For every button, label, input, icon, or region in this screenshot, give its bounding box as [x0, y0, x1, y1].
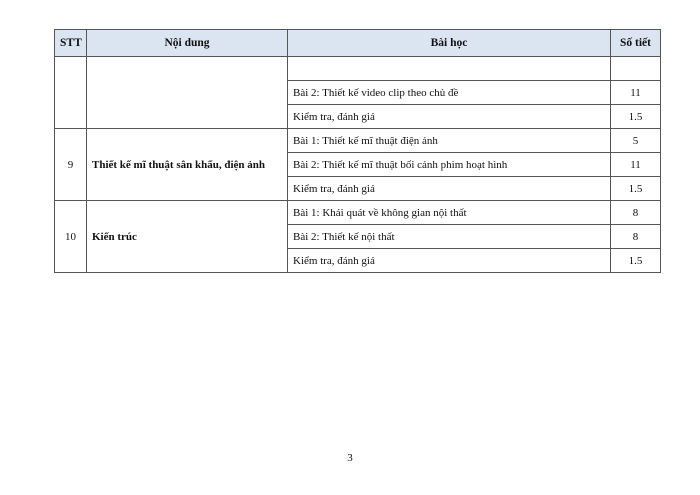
lesson-cell: Kiểm tra, đánh giá — [288, 105, 611, 129]
topic-cell-empty — [87, 57, 288, 129]
lesson-cell: Bài 2: Thiết kế nội thất — [288, 225, 611, 249]
lesson-cell: Bài 2: Thiết kế video clip theo chủ đề — [288, 81, 611, 105]
lesson-cell: Bài 2: Thiết kế mĩ thuật bối cảnh phim hoạt hình — [288, 153, 611, 177]
header-bai-hoc: Bài học — [288, 30, 611, 57]
table-row — [55, 57, 661, 81]
hours-cell: 1.5 — [611, 249, 661, 273]
hours-cell: 11 — [611, 153, 661, 177]
page-number: 3 — [347, 452, 353, 464]
lesson-cell: Bài 1: Thiết kế mĩ thuật điện ảnh — [288, 129, 611, 153]
hours-cell: 1.5 — [611, 105, 661, 129]
topic-cell: Kiến trúc — [87, 201, 288, 273]
table-row — [55, 201, 661, 225]
hours-cell: 1.5 — [611, 177, 661, 201]
header-noi-dung: Nội dung — [87, 30, 288, 57]
hours-cell: 8 — [611, 201, 661, 225]
table-row — [55, 129, 661, 153]
lesson-cell: Kiểm tra, đánh giá — [288, 249, 611, 273]
header-stt: STT — [55, 30, 87, 57]
hours-cell: 11 — [611, 81, 661, 105]
stt-cell: 10 — [55, 201, 87, 273]
hours-cell — [611, 57, 661, 81]
lesson-cell: Kiểm tra, đánh giá — [288, 177, 611, 201]
hours-cell: 8 — [611, 225, 661, 249]
topic-cell: Thiết kế mĩ thuật sân khấu, điện ảnh — [87, 129, 288, 201]
stt-cell-empty — [55, 57, 87, 129]
table-header-row — [55, 30, 661, 57]
header-so-tiet: Số tiết — [611, 30, 661, 57]
stt-cell: 9 — [55, 129, 87, 201]
curriculum-table — [54, 29, 661, 273]
lesson-cell — [288, 57, 611, 81]
hours-cell: 5 — [611, 129, 661, 153]
lesson-cell: Bài 1: Khái quát về không gian nội thất — [288, 201, 611, 225]
